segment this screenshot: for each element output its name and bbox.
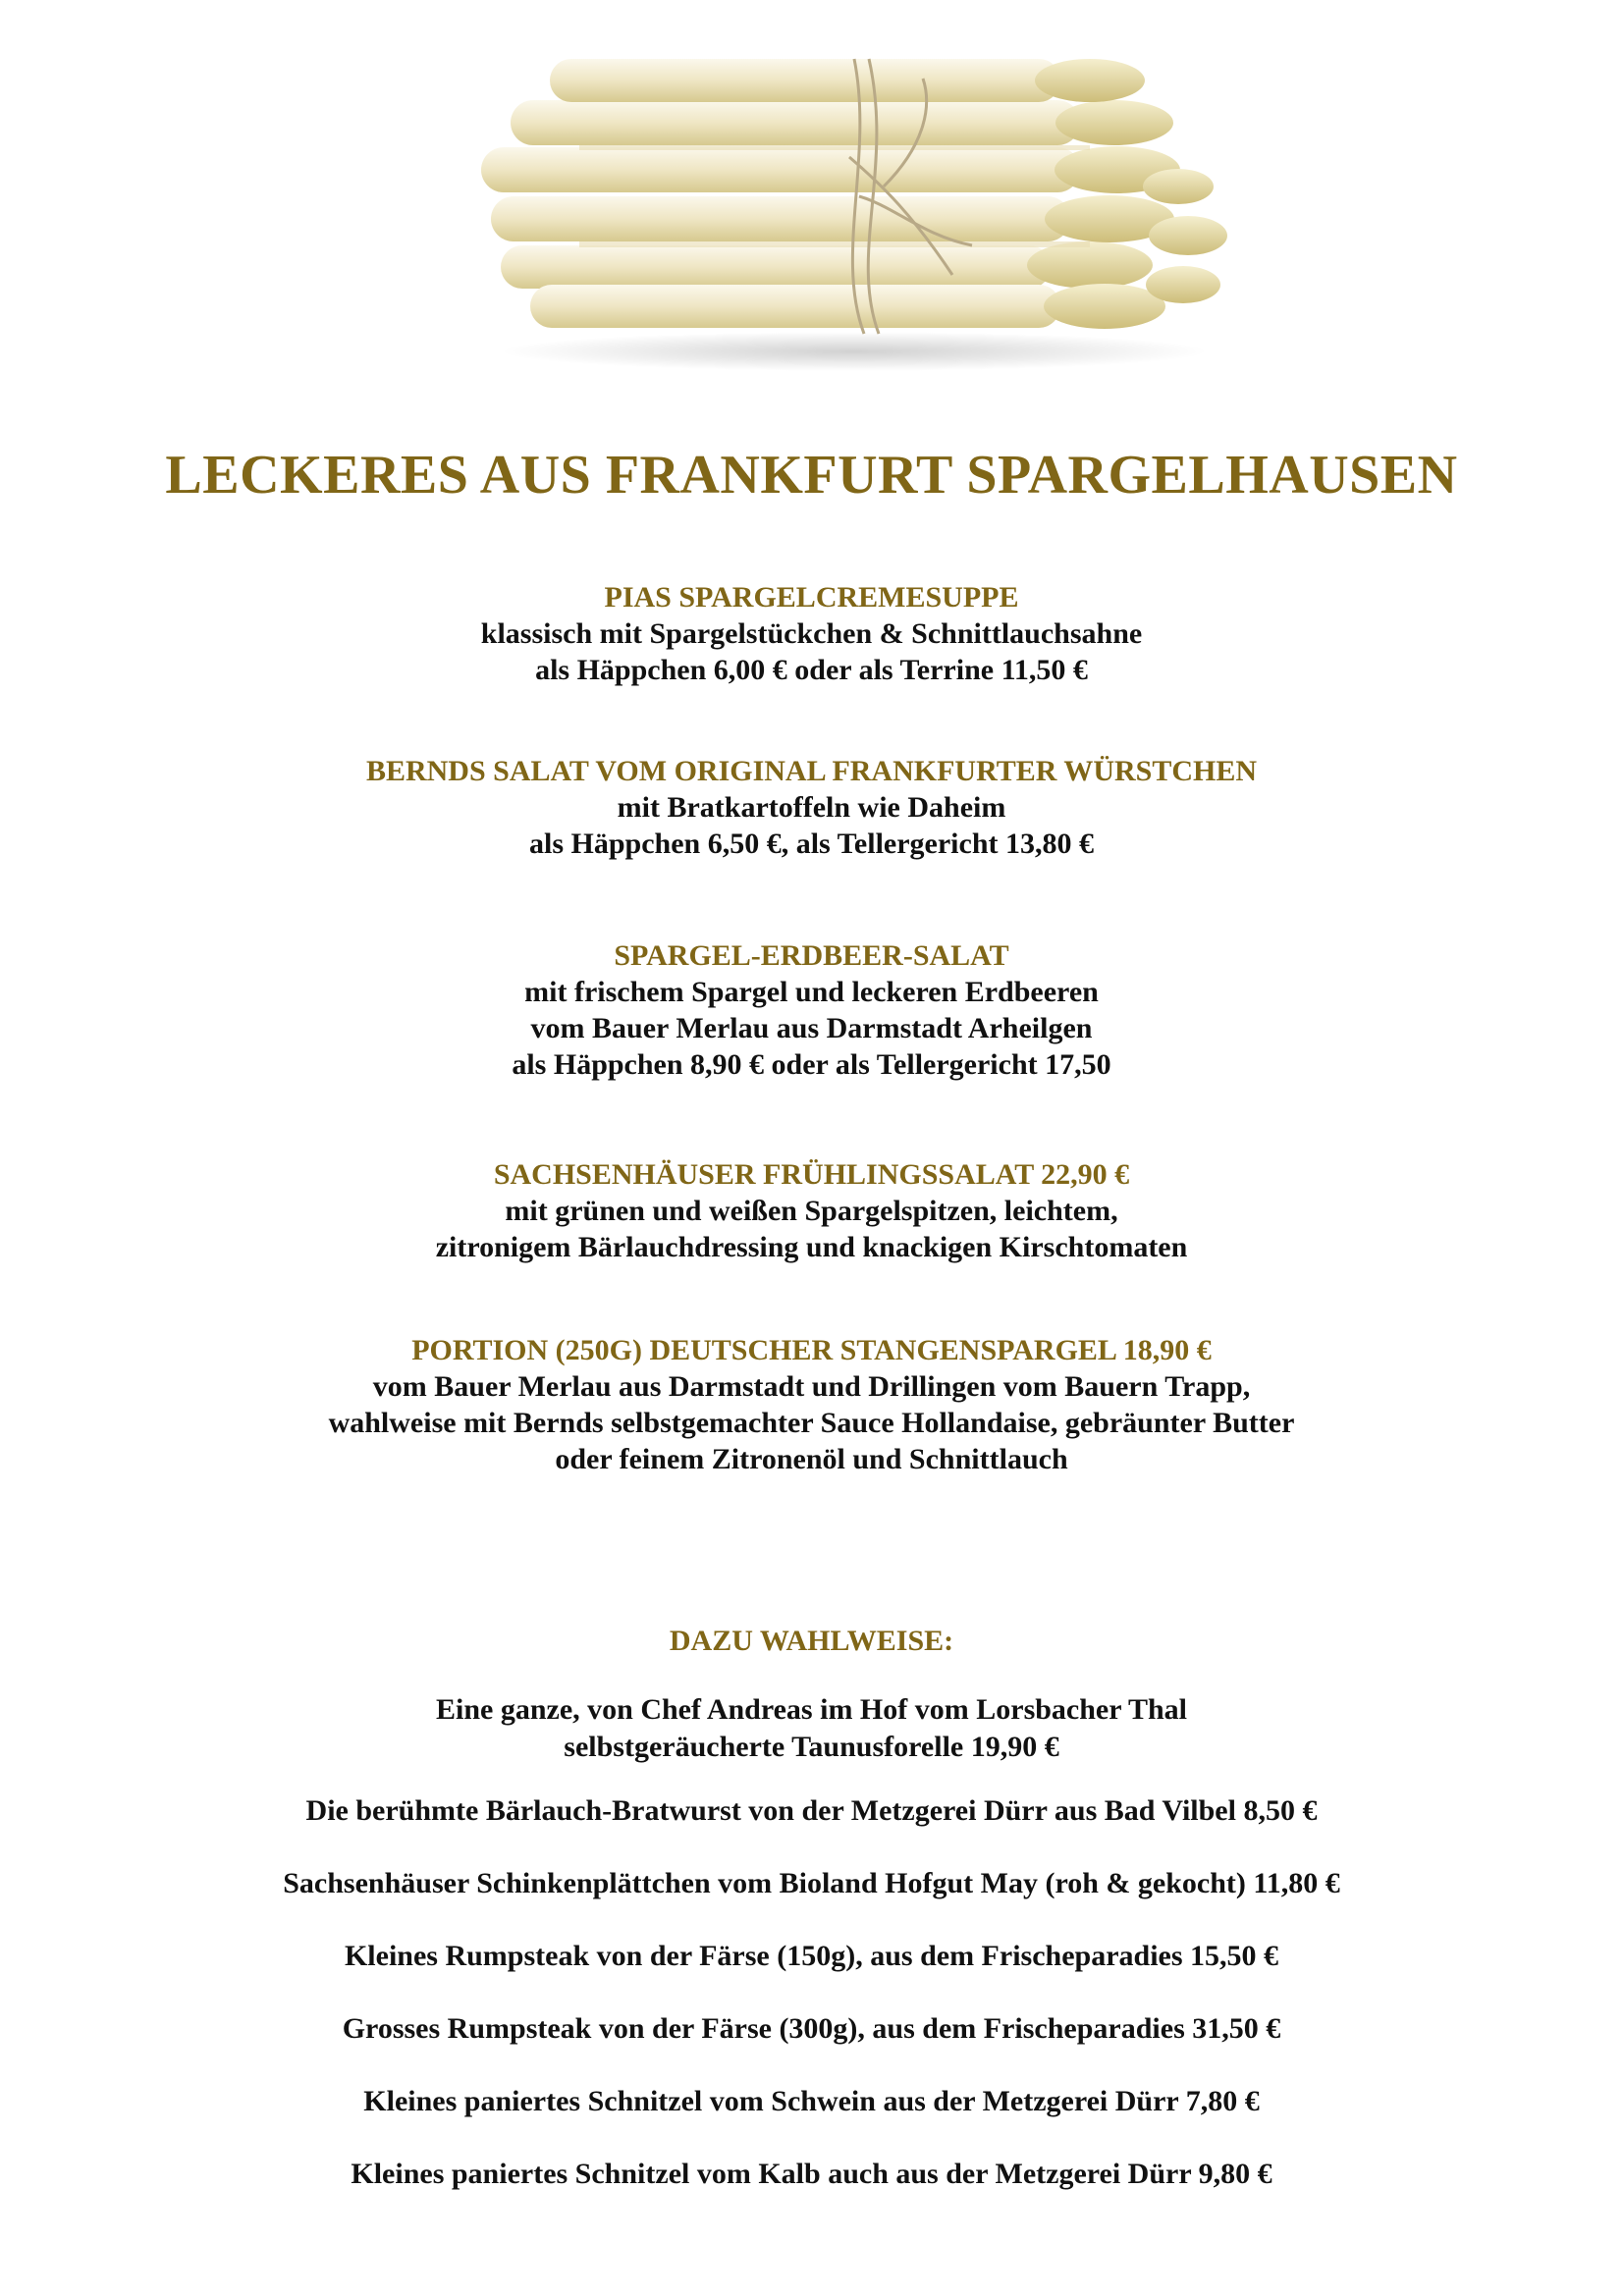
- dish-name: BERNDS SALAT VOM ORIGINAL FRANKFURTER WÜRSTCHEN: [365, 755, 1258, 787]
- extra-item-schinken: [0, 1865, 1623, 1902]
- dish-spargelcremesuppe: [0, 579, 1623, 688]
- dish-description: mit Bratkartoffeln wie Daheim: [617, 791, 1006, 824]
- dish-name: PORTION (250G) DEUTSCHER STANGENSPARGEL 18,90 €: [411, 1334, 1212, 1366]
- extra-item-line: Grosses Rumpsteak von der Färse (300g), aus dem Frischeparadies 31,50 €: [342, 2012, 1281, 2045]
- dish-spargel-erdbeer-salat: [0, 937, 1623, 1083]
- dish-description: vom Bauer Merlau aus Darmstadt Arheilgen: [530, 1012, 1093, 1044]
- dish-description: wahlweise mit Bernds selbstgemachter Sauce Hollandaise, gebräunter Butter: [328, 1407, 1295, 1439]
- dish-fruehlingssalat: [0, 1156, 1623, 1265]
- extra-item-bratwurst: [0, 1792, 1623, 1830]
- extra-item-rumpsteak-gross: [0, 2010, 1623, 2048]
- extra-item-line: Die berühmte Bärlauch-Bratwurst von der Metzgerei Dürr aus Bad Vilbel 8,50 €: [305, 1794, 1318, 1827]
- dish-description: klassisch mit Spargelstückchen & Schnittlauchsahne: [480, 617, 1143, 650]
- dish-wuerstchen-salat: [0, 753, 1623, 862]
- extras-heading-block: [0, 1623, 1623, 1659]
- extra-item-line: Kleines paniertes Schnitzel vom Kalb auch aus der Metzgerei Dürr 9,80 €: [351, 2158, 1272, 2190]
- dish-price: als Häppchen 6,00 € oder als Terrine 11,50 €: [535, 654, 1088, 686]
- asparagus-bundle-image: [461, 39, 1227, 373]
- dish-name: SACHSENHÄUSER FRÜHLINGSSALAT 22,90 €: [493, 1158, 1130, 1191]
- extras-heading: DAZU WAHLWEISE:: [669, 1625, 954, 1657]
- dish-description: mit grünen und weißen Spargelspitzen, leichtem,: [505, 1195, 1118, 1227]
- extra-item-forelle: [0, 1691, 1623, 1766]
- dish-price: als Häppchen 8,90 € oder als Tellergericht 17,50: [512, 1048, 1111, 1081]
- dish-description: zitronigem Bärlauchdressing und knackigen Kirschtomaten: [435, 1231, 1188, 1263]
- dish-price: als Häppchen 6,50 €, als Tellergericht 13,80 €: [528, 828, 1094, 860]
- dish-description: oder feinem Zitronenöl und Schnittlauch: [555, 1443, 1068, 1475]
- dish-name: PIAS SPARGELCREMESUPPE: [604, 581, 1019, 614]
- extra-item-line: Kleines Rumpsteak von der Färse (150g), aus dem Frischeparadies 15,50 €: [344, 1940, 1279, 1972]
- extra-item-line: Kleines paniertes Schnitzel vom Schwein aus der Metzgerei Dürr 7,80 €: [363, 2085, 1260, 2117]
- dish-name: SPARGEL-ERDBEER-SALAT: [614, 939, 1009, 972]
- extra-item-rumpsteak-klein: [0, 1938, 1623, 1975]
- extra-item-schnitzel-schwein: [0, 2083, 1623, 2120]
- dish-stangenspargel: [0, 1332, 1623, 1477]
- extra-item-schnitzel-kalb: [0, 2156, 1623, 2193]
- dish-description: mit frischem Spargel und leckeren Erdbeeren: [524, 976, 1099, 1008]
- extra-item-line: Eine ganze, von Chef Andreas im Hof vom Lorsbacher Thal: [435, 1693, 1188, 1726]
- extra-item-line: Sachsenhäuser Schinkenplättchen vom Bioland Hofgut May (roh & gekocht) 11,80 €: [283, 1867, 1340, 1899]
- extra-item-line: selbstgeräucherte Taunusforelle 19,90 €: [564, 1731, 1059, 1763]
- menu-title: LECKERES AUS FRANKFURT SPARGELHAUSEN: [165, 445, 1458, 506]
- dish-description: vom Bauer Merlau aus Darmstadt und Drillingen vom Bauern Trapp,: [372, 1370, 1251, 1403]
